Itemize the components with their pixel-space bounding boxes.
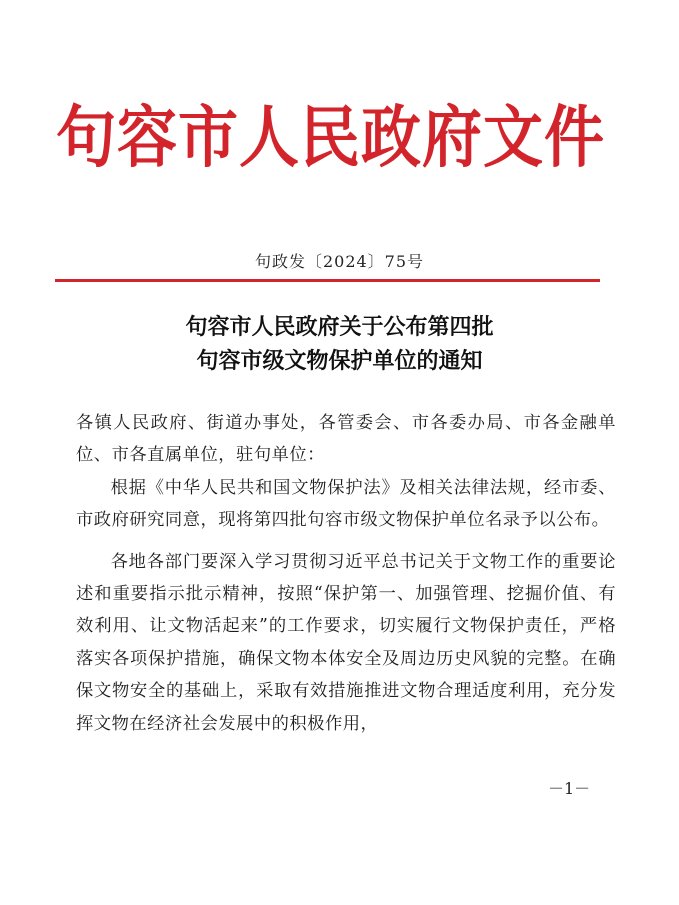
addressee-line: 各镇人民政府、街道办事处，各管委会、市各委办局、市各金融单位、市各直属单位，驻句单位： (76, 413, 616, 466)
notice-title-line-1: 句容市人民政府关于公布第四批 (185, 314, 494, 340)
body-paragraph-1: 根据《中华人民共和国文物保护法》及相关法律法规，经市委、市政府研究同意，现将第四批句容市级文物保护单位名录予以公布。 (76, 477, 616, 531)
document-body (76, 407, 616, 740)
red-divider-line (55, 279, 600, 282)
page-number: －1－ (548, 779, 591, 798)
notice-title (0, 310, 679, 378)
masthead-title: 句容市人民政府文件 (56, 99, 605, 178)
notice-title-line-2: 句容市级文物保护单位的通知 (196, 348, 483, 374)
document-number: 句政发〔2024〕75号 (254, 252, 425, 271)
body-paragraph-2: 各地各部门要深入学习贯彻习近平总书记关于文物工作的重要论述和重要指示批示精神，按照“保护第一、加强管理、挖掘价值、有效利用、让文物活起来”的工作要求，切实履行文物保护责任，严格落实各项保护措施，确保文物本体安全及周边历史风貌的完整。在确保文物安全的基础上，采取有效措施推进文物合理适度利用，充分发挥文物在经济社会发展中的积极作用， (76, 551, 616, 734)
